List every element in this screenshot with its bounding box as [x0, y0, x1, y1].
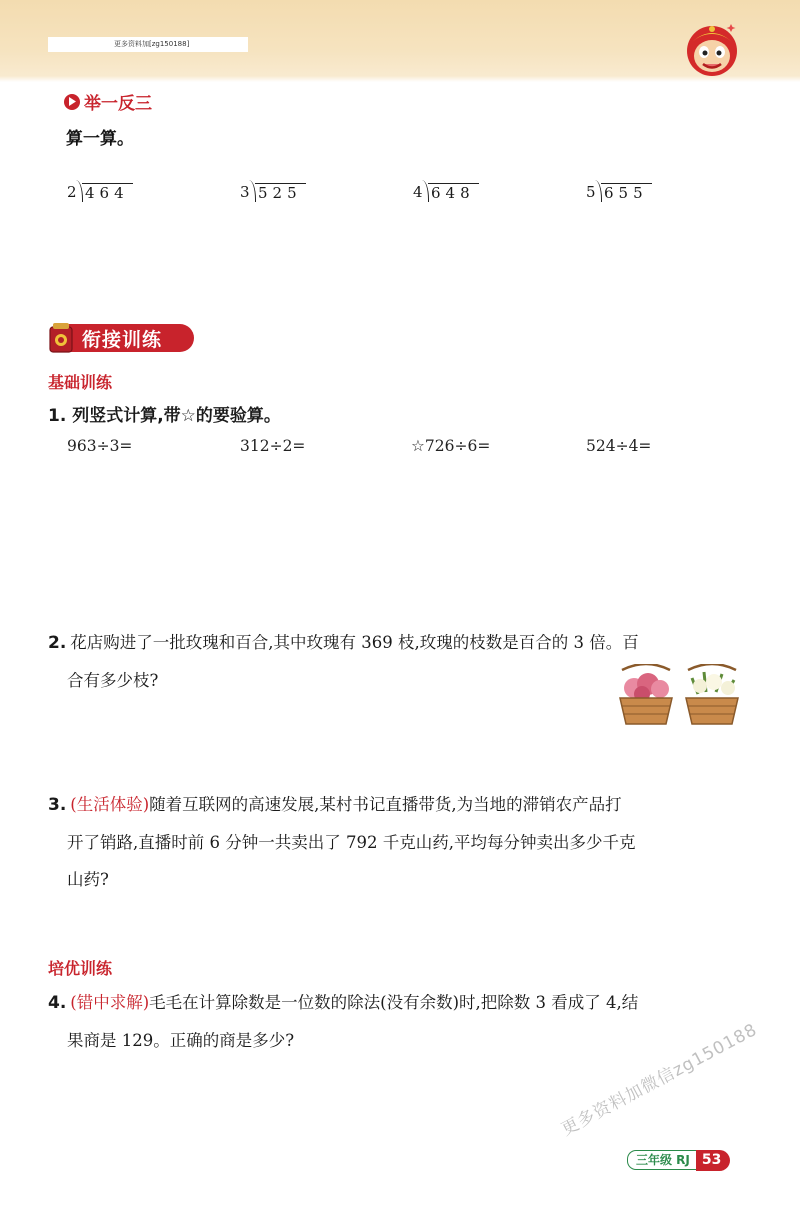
question-2: 2. 花店购进了一批玫瑰和百合,其中玫瑰有 369 枝,玫瑰的枝数是百合的 3 倍。百 合有多少枝? [48, 633, 639, 690]
instruction-suanyisuan: 算一算。 [66, 129, 134, 149]
play-triangle-icon [64, 94, 80, 110]
monkey-mascot-icon [683, 20, 741, 78]
section-label-basic: 基础训练 [48, 373, 113, 392]
book-badge-icon [48, 322, 74, 354]
banner-title: 衔接训练 [82, 329, 163, 351]
calc-item: ☆726÷6= [411, 437, 491, 455]
question-4: 4. (错中求解)毛毛在计算除数是一位数的除法(没有余数)时,把除数 3 看成了 4,结 果商是 129。正确的商是多少? [48, 993, 639, 1050]
question-3: 3. (生活体验)随着互联网的高速发展,某村书记直播带货,为当地的滞销农产品打 开了销路,直播时前 6 分钟一共卖出了 792 千克山药,平均每分钟卖出多少千克 山药? [48, 795, 636, 889]
section-label-extension: 举一反三 [64, 89, 152, 114]
grade-label: 三年级 RJ [627, 1150, 696, 1170]
flower-baskets-illustration [612, 664, 748, 728]
calc-item: 963÷3= [67, 437, 133, 455]
section-label-advanced: 培优训练 [48, 959, 113, 978]
calc-item: 312÷2= [240, 437, 306, 455]
calc-item: 524÷4= [586, 437, 652, 455]
page-number: 53 [696, 1150, 730, 1171]
page-footer [627, 1150, 730, 1170]
header-info-box: 更多资料加[zg150188] [48, 37, 248, 52]
watermark-text: 更多资料加微信zg150188 [558, 1019, 761, 1141]
question-1-title: 1. 列竖式计算,带☆的要验算。 [48, 406, 281, 426]
section-banner [48, 322, 196, 354]
